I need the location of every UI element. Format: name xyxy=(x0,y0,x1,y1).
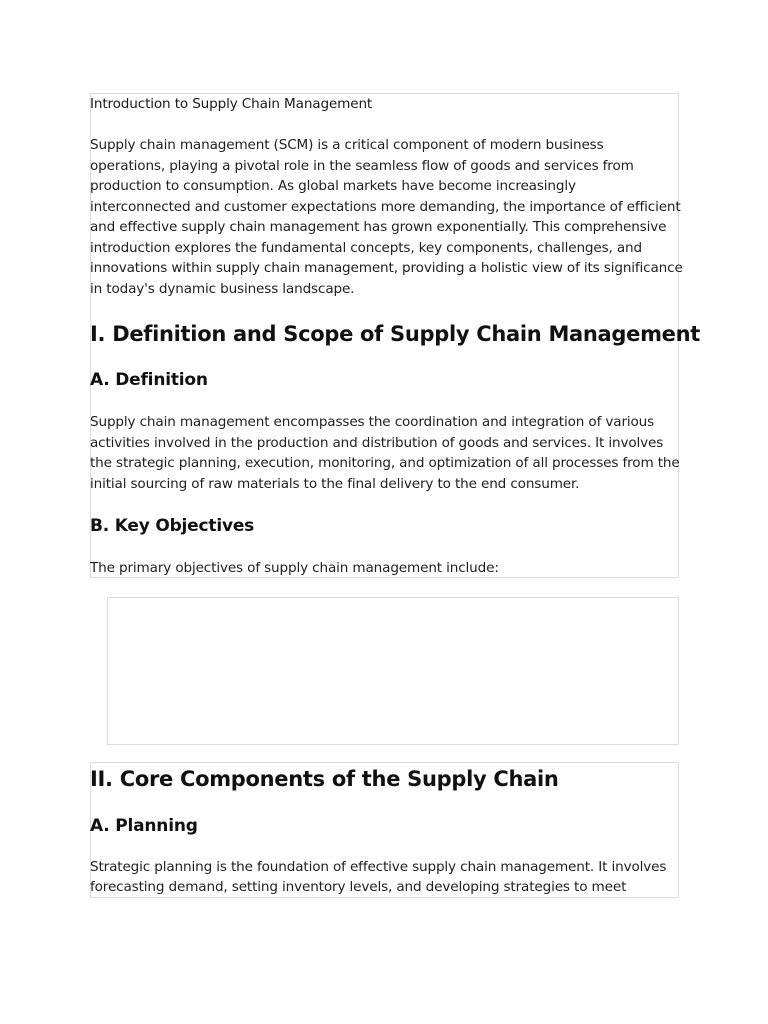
planning-line: forecasting demand, setting inventory levels, and developing strategies to meet xyxy=(90,879,627,895)
subheading-planning: A. Planning xyxy=(90,816,198,836)
intro-line: operations, playing a pivotal role in the seamless flow of goods and services from xyxy=(90,158,634,174)
planning-line: Strategic planning is the foundation of effective supply chain management. It involves xyxy=(90,859,667,875)
definition-line: Supply chain management encompasses the coordination and integration of various xyxy=(90,414,655,430)
intro-line: introduction explores the fundamental concepts, key components, challenges, and xyxy=(90,240,643,256)
intro-line: in today's dynamic business landscape. xyxy=(90,281,355,297)
document-title: Introduction to Supply Chain Management xyxy=(90,96,373,112)
intro-line: innovations within supply chain management, providing a holistic view of its significance xyxy=(90,260,683,276)
subheading-key-objectives: B. Key Objectives xyxy=(90,516,255,536)
subheading-definition: A. Definition xyxy=(90,370,208,390)
intro-line: Supply chain management (SCM) is a critical component of modern business xyxy=(90,137,604,153)
objectives-intro-text: The primary objectives of supply chain management include: xyxy=(90,560,499,576)
intro-line: interconnected and customer expectations more demanding, the importance of efficient xyxy=(90,199,681,215)
intro-line: and effective supply chain management has grown exponentially. This comprehensive xyxy=(90,219,667,235)
definition-line: the strategic planning, execution, monitoring, and optimization of all processes from the xyxy=(90,455,680,471)
objectives-list xyxy=(107,597,679,745)
section-heading-definition-scope: I. Definition and Scope of Supply Chain Management xyxy=(90,322,701,346)
definition-line: initial sourcing of raw materials to the final delivery to the end consumer. xyxy=(90,476,580,492)
section-heading-core-components: II. Core Components of the Supply Chain xyxy=(90,767,559,791)
intro-line: production to consumption. As global markets have become increasingly xyxy=(90,178,576,194)
definition-line: activities involved in the production and distribution of goods and services. It involves xyxy=(90,435,664,451)
